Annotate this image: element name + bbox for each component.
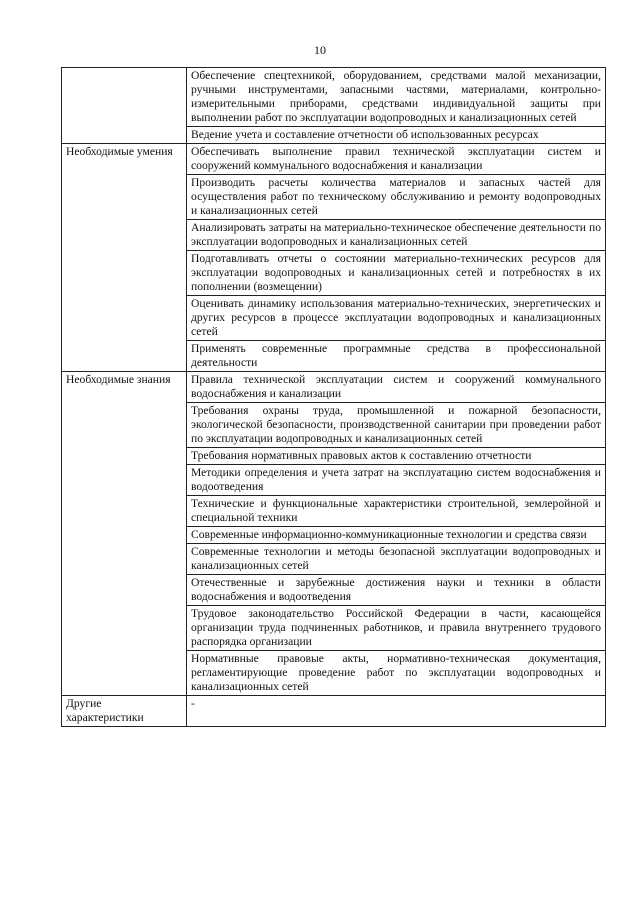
- row-label-skills: Необходимые умения: [62, 144, 187, 372]
- table-cell: Трудовое законодательство Российской Федерации в части, касающейся организации труда подчиненных работников, и правила внутреннего трудового распорядка организации: [187, 606, 606, 651]
- table-cell: Современные технологии и методы безопасной эксплуатации водопроводных и канализационных сетей: [187, 544, 606, 575]
- table-cell: Методики определения и учета затрат на эксплуатацию систем водоснабжения и водоотведения: [187, 465, 606, 496]
- page-number: 10: [314, 43, 326, 57]
- table-cell: Требования нормативных правовых актов к составлению отчетности: [187, 448, 606, 465]
- table-row: [62, 68, 606, 127]
- table-cell: Оценивать динамику использования материально-технических, энергетических и других ресурсов в процессе эксплуатации водопроводных и канализационных сетей: [187, 296, 606, 341]
- table-row: [62, 372, 606, 403]
- table-cell: Современные информационно-коммуникационные технологии и средства связи: [187, 527, 606, 544]
- table-row: [62, 696, 606, 727]
- row-label-knowledge: Необходимые знания: [62, 372, 187, 696]
- table-cell: Ведение учета и составление отчетности об использованных ресурсах: [187, 127, 606, 144]
- table-cell: Технические и функциональные характеристики строительной, землеройной и специальной техники: [187, 496, 606, 527]
- table-cell: Применять современные программные средства в профессиональной деятельности: [187, 341, 606, 372]
- table-cell: Обеспечение спецтехникой, оборудованием, средствами малой механизации, ручными инструментами, запасными частями, материалами, контрольно-измерительными приборами, средствами индивидуальной защиты при выполнении работ по эксплуатации водопроводных и канализационных сетей: [187, 68, 606, 127]
- table-row: [62, 144, 606, 175]
- table-cell: Анализировать затраты на материально-техническое обеспечение деятельности по эксплуатации водопроводных и канализационных сетей: [187, 220, 606, 251]
- table-cell: Производить расчеты количества материалов и запасных частей для осуществления работ по техническому обслуживанию и ремонту водопроводных и канализационных сетей: [187, 175, 606, 220]
- table-cell: -: [187, 696, 606, 727]
- table-cell: Нормативные правовые акты, нормативно-техническая документация, регламентирующие проведение работ по эксплуатации водопроводных и канализационных сетей: [187, 651, 606, 696]
- table-cell: Правила технической эксплуатации систем и сооружений коммунального водоснабжения и канализации: [187, 372, 606, 403]
- table-cell: Подготавливать отчеты о состоянии материально-технических ресурсов для эксплуатации водопроводных и канализационных сетей и потребностях в их пополнении (возмещении): [187, 251, 606, 296]
- requirements-table: [61, 67, 606, 727]
- table-cell: Требования охраны труда, промышленной и пожарной безопасности, экологической безопасности, производственной санитарии при проведении работ по эксплуатации водопроводных и канализационных сетей: [187, 403, 606, 448]
- row-label-other: Другие характеристики: [62, 696, 187, 727]
- table-cell: Обеспечивать выполнение правил технической эксплуатации систем и сооружений коммунального водоснабжения и канализации: [187, 144, 606, 175]
- requirements-table-body: [62, 68, 606, 727]
- table-cell: Отечественные и зарубежные достижения науки и техники в области водоснабжения и водоотведения: [187, 575, 606, 606]
- row-label: [62, 68, 187, 144]
